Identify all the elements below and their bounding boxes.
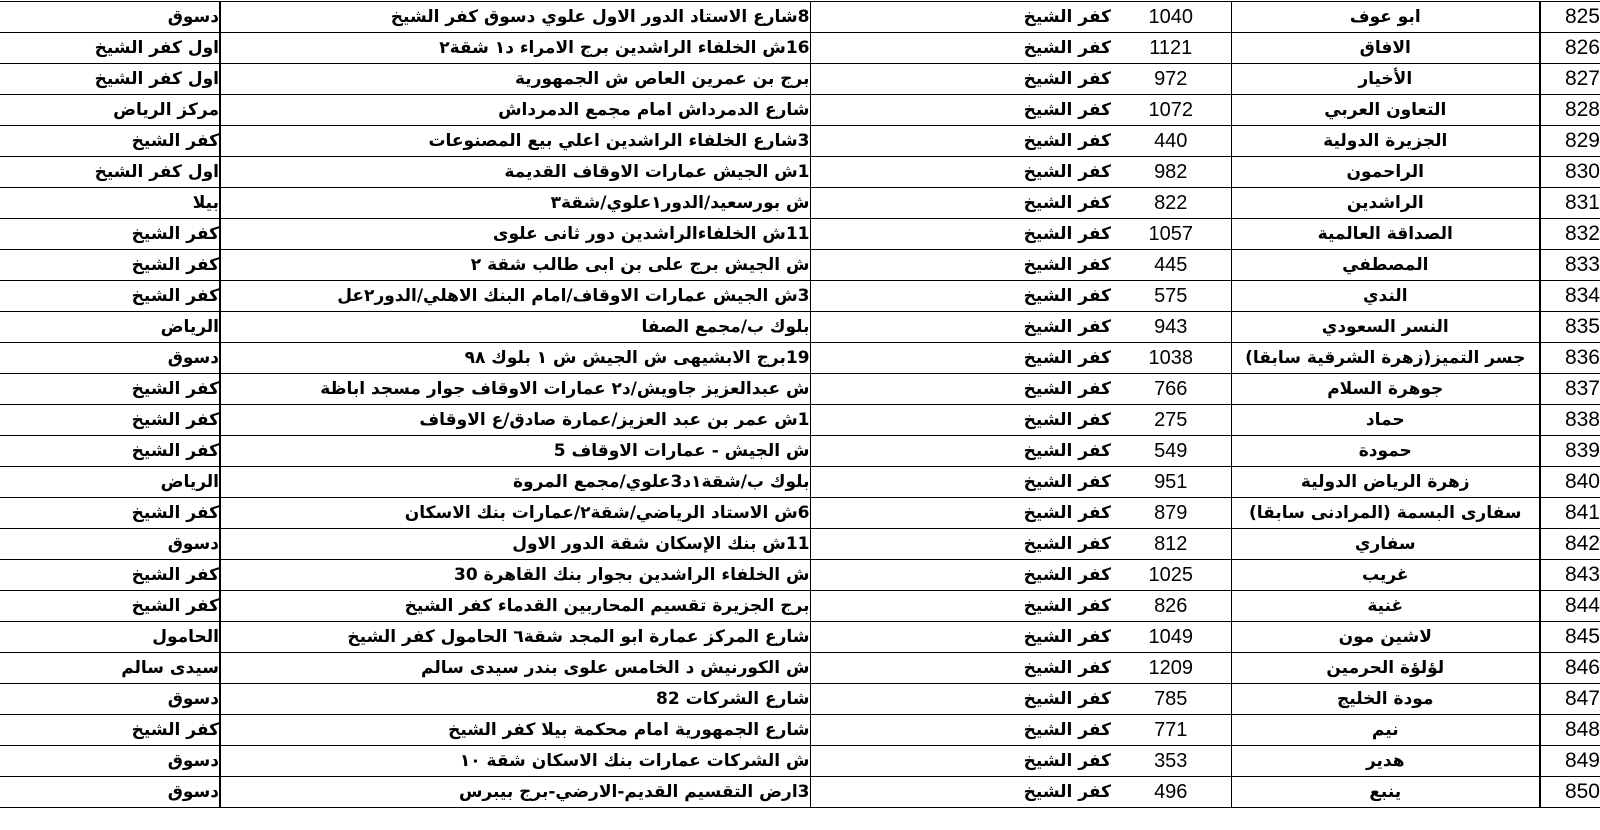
cell-location: كفر الشيخ (0, 560, 220, 591)
cell-number: 575 (1111, 281, 1231, 312)
cell-location: كفر الشيخ (0, 436, 220, 467)
cell-id: 837 (1540, 374, 1600, 405)
cell-id: 829 (1540, 126, 1600, 157)
table-row (0, 95, 1600, 126)
cell-id: 847 (1540, 684, 1600, 715)
cell-name: ينبع (1231, 777, 1540, 808)
cell-name: حمودة (1231, 436, 1540, 467)
table-row (0, 591, 1600, 622)
cell-name: سفاري (1231, 529, 1540, 560)
cell-governorate: كفر الشيخ (810, 188, 1111, 219)
cell-address: شارع الجمهورية امام محكمة بيلا كفر الشيخ (220, 715, 810, 746)
cell-address: برج بن عمرين العاص ش الجمهورية (220, 64, 810, 95)
cell-governorate: كفر الشيخ (810, 777, 1111, 808)
cell-governorate: كفر الشيخ (810, 498, 1111, 529)
cell-location: دسوق (0, 529, 220, 560)
table-row (0, 777, 1600, 808)
table-row (0, 746, 1600, 777)
table-row (0, 33, 1600, 64)
cell-id: 849 (1540, 746, 1600, 777)
table-row (0, 560, 1600, 591)
cell-number: 1049 (1111, 622, 1231, 653)
cell-number: 1038 (1111, 343, 1231, 374)
table-row (0, 622, 1600, 653)
cell-location: كفر الشيخ (0, 219, 220, 250)
cell-governorate: كفر الشيخ (810, 436, 1111, 467)
cell-governorate: كفر الشيخ (810, 157, 1111, 188)
table-row (0, 343, 1600, 374)
cell-name: مودة الخليج (1231, 684, 1540, 715)
cell-name: الصداقة العالمية (1231, 219, 1540, 250)
table-row (0, 498, 1600, 529)
cell-governorate: كفر الشيخ (810, 684, 1111, 715)
cell-location: اول كفر الشيخ (0, 64, 220, 95)
cell-name: الراشدين (1231, 188, 1540, 219)
cell-address: ش عبدالعزيز جاويش/د٢ عمارات الاوقاف جوار مسجد اباظة (220, 374, 810, 405)
table-row (0, 374, 1600, 405)
cell-id: 841 (1540, 498, 1600, 529)
cell-name: النسر السعودي (1231, 312, 1540, 343)
cell-name: الجزيرة الدولية (1231, 126, 1540, 157)
cell-location: كفر الشيخ (0, 281, 220, 312)
cell-address: 3ارض التقسيم القديم-الارضي-برج بيبرس (220, 777, 810, 808)
cell-governorate: كفر الشيخ (810, 746, 1111, 777)
cell-name: حماد (1231, 405, 1540, 436)
cell-id: 828 (1540, 95, 1600, 126)
table-row (0, 684, 1600, 715)
cell-number: 445 (1111, 250, 1231, 281)
cell-id: 834 (1540, 281, 1600, 312)
table-row (0, 250, 1600, 281)
table-body (0, 2, 1600, 808)
cell-governorate: كفر الشيخ (810, 467, 1111, 498)
cell-location: كفر الشيخ (0, 405, 220, 436)
table-row (0, 653, 1600, 684)
cell-id: 844 (1540, 591, 1600, 622)
cell-number: 951 (1111, 467, 1231, 498)
cell-governorate: كفر الشيخ (810, 405, 1111, 436)
cell-governorate: كفر الشيخ (810, 560, 1111, 591)
cell-governorate: كفر الشيخ (810, 374, 1111, 405)
cell-address: 11ش بنك الإسكان شقة الدور الاول (220, 529, 810, 560)
cell-name: غريب (1231, 560, 1540, 591)
cell-address: ش الشركات عمارات بنك الاسكان شقة ١٠ (220, 746, 810, 777)
cell-address: 3ش الجيش عمارات الاوقاف/امام البنك الاهلي/الدور٢عل (220, 281, 810, 312)
cell-id: 827 (1540, 64, 1600, 95)
cell-governorate: كفر الشيخ (810, 64, 1111, 95)
cell-id: 836 (1540, 343, 1600, 374)
cell-address: 1ش عمر بن عبد العزيز/عمارة صادق/ع الاوقاف (220, 405, 810, 436)
cell-id: 830 (1540, 157, 1600, 188)
cell-id: 835 (1540, 312, 1600, 343)
table-row (0, 467, 1600, 498)
cell-number: 1209 (1111, 653, 1231, 684)
cell-location: دسوق (0, 343, 220, 374)
cell-id: 833 (1540, 250, 1600, 281)
cell-number: 353 (1111, 746, 1231, 777)
cell-governorate: كفر الشيخ (810, 529, 1111, 560)
cell-number: 771 (1111, 715, 1231, 746)
table-row (0, 281, 1600, 312)
cell-location: سيدى سالم (0, 653, 220, 684)
cell-id: 848 (1540, 715, 1600, 746)
cell-governorate: كفر الشيخ (810, 33, 1111, 64)
cell-governorate: كفر الشيخ (810, 250, 1111, 281)
cell-number: 785 (1111, 684, 1231, 715)
cell-name: المصطفي (1231, 250, 1540, 281)
cell-location: دسوق (0, 777, 220, 808)
data-table (0, 1, 1600, 808)
cell-number: 982 (1111, 157, 1231, 188)
cell-name: لؤلؤة الحرمين (1231, 653, 1540, 684)
cell-id: 825 (1540, 2, 1600, 33)
cell-number: 943 (1111, 312, 1231, 343)
cell-location: كفر الشيخ (0, 250, 220, 281)
cell-location: كفر الشيخ (0, 715, 220, 746)
table-row (0, 188, 1600, 219)
cell-governorate: كفر الشيخ (810, 591, 1111, 622)
cell-location: مركز الرياض (0, 95, 220, 126)
cell-location: دسوق (0, 746, 220, 777)
cell-address: 8شارع الاستاد الدور الاول علوي دسوق كفر الشيخ (220, 2, 810, 33)
cell-location: اول كفر الشيخ (0, 157, 220, 188)
cell-location: الرياض (0, 467, 220, 498)
cell-id: 843 (1540, 560, 1600, 591)
cell-address: ش الخلفاء الراشدين بجوار بنك القاهرة 30 (220, 560, 810, 591)
cell-address: برج الجزيرة تقسيم المحاربين القدماء كفر الشيخ (220, 591, 810, 622)
cell-address: ش الجيش برج على بن ابى طالب شقة ٢ (220, 250, 810, 281)
table-row (0, 312, 1600, 343)
cell-address: بلوك ب/شقة١د3علوي/مجمع المروة (220, 467, 810, 498)
cell-location: كفر الشيخ (0, 126, 220, 157)
cell-governorate: كفر الشيخ (810, 281, 1111, 312)
table-row (0, 529, 1600, 560)
cell-address: 3شارع الخلفاء الراشدين اعلي بيع المصنوعات (220, 126, 810, 157)
table-row (0, 219, 1600, 250)
cell-number: 496 (1111, 777, 1231, 808)
cell-number: 1072 (1111, 95, 1231, 126)
table-row (0, 405, 1600, 436)
cell-id: 846 (1540, 653, 1600, 684)
cell-address: بلوك ب/مجمع الصفا (220, 312, 810, 343)
table-row (0, 64, 1600, 95)
cell-id: 832 (1540, 219, 1600, 250)
cell-governorate: كفر الشيخ (810, 622, 1111, 653)
cell-id: 839 (1540, 436, 1600, 467)
cell-address: ش بورسعيد/الدور١علوي/شقة٣ (220, 188, 810, 219)
cell-location: دسوق (0, 684, 220, 715)
cell-governorate: كفر الشيخ (810, 653, 1111, 684)
cell-address: شارع الدمرداش امام مجمع الدمرداش (220, 95, 810, 126)
cell-governorate: كفر الشيخ (810, 312, 1111, 343)
cell-location: كفر الشيخ (0, 374, 220, 405)
cell-number: 812 (1111, 529, 1231, 560)
cell-name: سفارى البسمة (المرادنى سابقا) (1231, 498, 1540, 529)
cell-id: 842 (1540, 529, 1600, 560)
cell-id: 845 (1540, 622, 1600, 653)
cell-name: غنية (1231, 591, 1540, 622)
cell-address: 6ش الاستاد الرياضي/شقة٢/عمارات بنك الاسكان (220, 498, 810, 529)
cell-address: شارع الشركات 82 (220, 684, 810, 715)
cell-address: 1ش الجيش عمارات الاوقاف القديمة (220, 157, 810, 188)
cell-name: الافاق (1231, 33, 1540, 64)
cell-address: شارع المركز عمارة ابو المجد شقة٦ الحامول كفر الشيخ (220, 622, 810, 653)
cell-governorate: كفر الشيخ (810, 343, 1111, 374)
cell-name: الراحمون (1231, 157, 1540, 188)
cell-location: الرياض (0, 312, 220, 343)
table-row (0, 436, 1600, 467)
cell-location: بيلا (0, 188, 220, 219)
cell-location: اول كفر الشيخ (0, 33, 220, 64)
cell-address: ش الكورنيش د الخامس علوى بندر سيدى سالم (220, 653, 810, 684)
table-row (0, 715, 1600, 746)
cell-governorate: كفر الشيخ (810, 95, 1111, 126)
cell-number: 549 (1111, 436, 1231, 467)
cell-address: 16ش الخلفاء الراشدين برج الامراء د١ شقة٢ (220, 33, 810, 64)
cell-number: 1057 (1111, 219, 1231, 250)
cell-name: هدير (1231, 746, 1540, 777)
cell-governorate: كفر الشيخ (810, 715, 1111, 746)
cell-address: 11ش الخلفاءالراشدين دور ثانى علوى (220, 219, 810, 250)
cell-number: 822 (1111, 188, 1231, 219)
cell-number: 879 (1111, 498, 1231, 529)
cell-governorate: كفر الشيخ (810, 219, 1111, 250)
cell-number: 972 (1111, 64, 1231, 95)
cell-location: الحامول (0, 622, 220, 653)
cell-number: 826 (1111, 591, 1231, 622)
cell-governorate: كفر الشيخ (810, 126, 1111, 157)
cell-number: 1040 (1111, 2, 1231, 33)
cell-location: كفر الشيخ (0, 591, 220, 622)
cell-id: 826 (1540, 33, 1600, 64)
table-row (0, 126, 1600, 157)
cell-id: 838 (1540, 405, 1600, 436)
cell-number: 766 (1111, 374, 1231, 405)
cell-address: 19برج الابشيهى ش الجيش ش ١ بلوك ٩٨ (220, 343, 810, 374)
cell-address: ش الجيش - عمارات الاوقاف 5 (220, 436, 810, 467)
cell-name: نيم (1231, 715, 1540, 746)
cell-id: 840 (1540, 467, 1600, 498)
cell-number: 275 (1111, 405, 1231, 436)
cell-number: 1121 (1111, 33, 1231, 64)
cell-name: الندي (1231, 281, 1540, 312)
cell-id: 850 (1540, 777, 1600, 808)
cell-name: لاشين مون (1231, 622, 1540, 653)
cell-number: 440 (1111, 126, 1231, 157)
table-row (0, 157, 1600, 188)
table-row (0, 2, 1600, 33)
cell-name: الأخيار (1231, 64, 1540, 95)
cell-name: جسر التميز(زهرة الشرقية سابقا) (1231, 343, 1540, 374)
cell-number: 1025 (1111, 560, 1231, 591)
cell-name: التعاون العربي (1231, 95, 1540, 126)
cell-location: دسوق (0, 2, 220, 33)
cell-id: 831 (1540, 188, 1600, 219)
cell-name: زهرة الرياض الدولية (1231, 467, 1540, 498)
cell-name: ابو عوف (1231, 2, 1540, 33)
cell-name: جوهرة السلام (1231, 374, 1540, 405)
cell-location: كفر الشيخ (0, 498, 220, 529)
cell-governorate: كفر الشيخ (810, 2, 1111, 33)
